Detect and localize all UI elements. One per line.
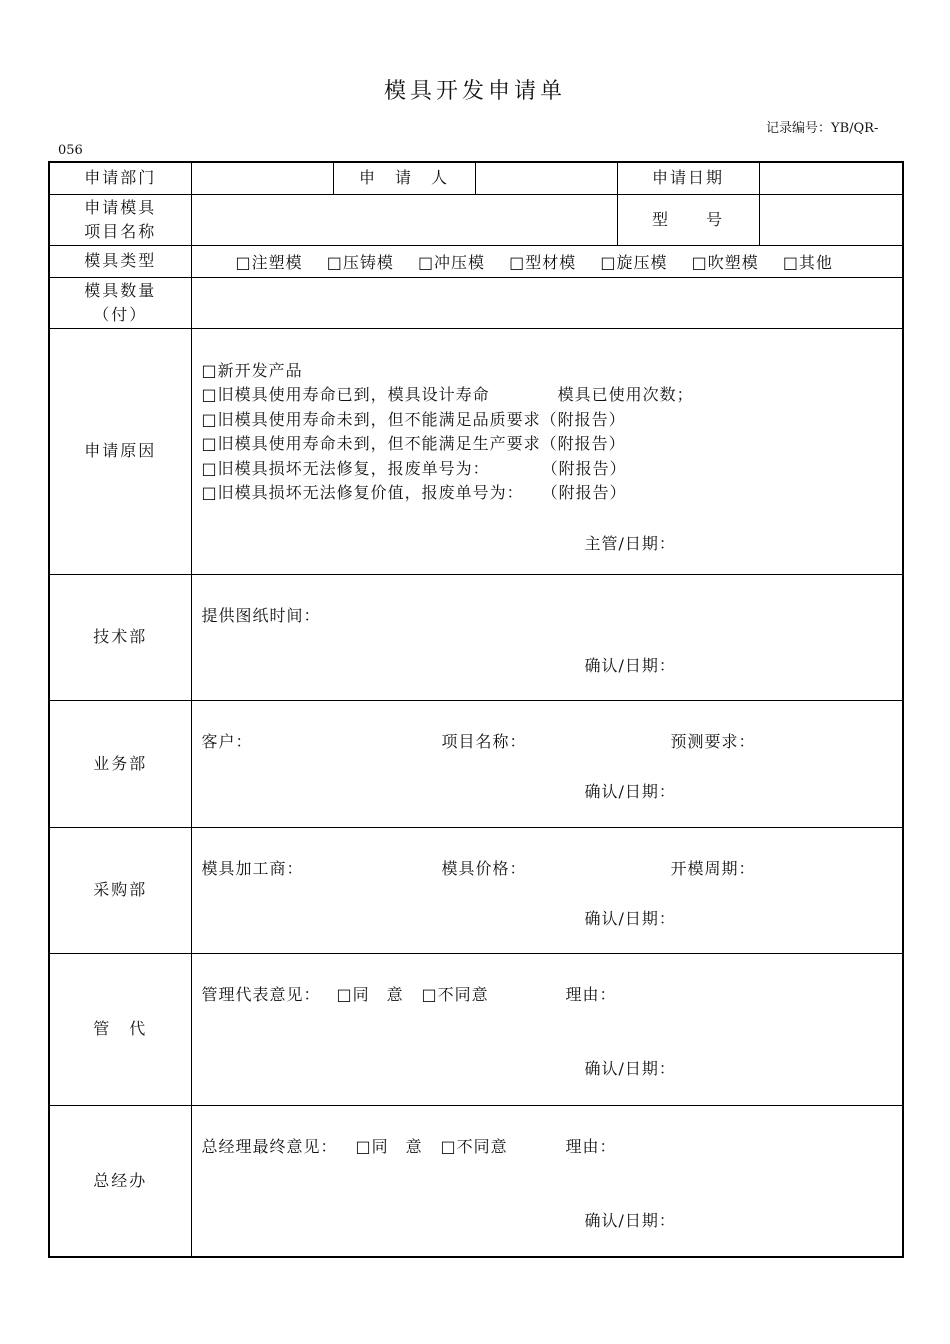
gm-reason-label: 理由：: [565, 1136, 617, 1156]
price-label: 模具价格：: [441, 858, 527, 878]
mgmt-disagree-checkbox[interactable]: □不同意: [421, 984, 489, 1004]
quantity-label-line2: （付）: [93, 304, 148, 324]
date-field[interactable]: [759, 162, 903, 194]
row-mold-type: [49, 245, 903, 277]
row-gm-office: [49, 1105, 903, 1257]
row-tech: [49, 574, 903, 700]
mgmt-agree-checkbox[interactable]: □同 意: [336, 984, 404, 1004]
mgmt-rep-label: 管 代: [49, 953, 191, 1105]
reason-damaged-irreparable[interactable]: □旧模具损坏无法修复，报废单号为： （附报告）: [201, 458, 627, 478]
row-project-model: [49, 194, 903, 245]
row-purchase: [49, 827, 903, 953]
customer-label: 客户：: [201, 731, 253, 751]
quantity-label-line1: 模具数量: [84, 280, 157, 300]
gm-agree-checkbox[interactable]: □同 意: [355, 1136, 423, 1156]
reason-cell: [191, 328, 903, 574]
mgmt-sign: 确认/日期：: [584, 1058, 676, 1078]
applicant-field[interactable]: [475, 162, 617, 194]
sales-sign: 确认/日期：: [584, 781, 676, 801]
forecast-label: 预测要求：: [670, 731, 756, 751]
purchase-label: 采购部: [49, 827, 191, 953]
application-form-table: [48, 161, 904, 1258]
purchase-cell: [191, 827, 903, 953]
reason-life-reached[interactable]: □旧模具使用寿命已到，模具设计寿命 模具已使用次数；: [201, 385, 694, 405]
vendor-label: 模具加工商：: [201, 858, 304, 878]
option-blow-mold[interactable]: □吹塑模: [691, 252, 759, 272]
mold-type-options: [191, 245, 903, 277]
row-reason: [49, 328, 903, 574]
gm-office-cell: [191, 1105, 903, 1257]
project-label-line1: 申请模具: [84, 197, 157, 217]
option-profile-mold[interactable]: □型材模: [509, 252, 577, 272]
sales-label: 业务部: [49, 700, 191, 827]
form-title: 模具开发申请单: [383, 79, 566, 104]
gm-disagree-checkbox[interactable]: □不同意: [440, 1136, 508, 1156]
row-dept-applicant-date: [49, 162, 903, 194]
row-quantity: [49, 277, 903, 328]
cycle-label: 开模周期：: [670, 858, 756, 878]
record-number-tail: 056: [58, 143, 83, 158]
tech-label: 技术部: [49, 574, 191, 700]
option-die-casting-mold[interactable]: □压铸模: [326, 252, 394, 272]
project-label-line2: 项目名称: [84, 221, 157, 241]
date-label: 申请日期: [617, 162, 759, 194]
record-number: 记录编号：YB/QR-: [766, 121, 879, 136]
option-spinning-mold[interactable]: □旋压模: [600, 252, 668, 272]
reason-repair-no-value[interactable]: □旧模具损坏无法修复价值，报废单号为： （附报告）: [201, 483, 627, 503]
option-stamping-mold[interactable]: □冲压模: [417, 252, 486, 272]
quantity-label: [49, 277, 191, 328]
purchase-sign: 确认/日期：: [584, 908, 676, 928]
dept-label: 申请部门: [49, 162, 191, 194]
reason-production-unmet[interactable]: □旧模具使用寿命未到，但不能满足生产要求（附报告）: [201, 434, 626, 454]
mgmt-rep-cell: [191, 953, 903, 1105]
mold-type-label: 模具类型: [49, 245, 191, 277]
quantity-field[interactable]: [191, 277, 903, 328]
model-label: 型 号: [617, 194, 759, 245]
reason-supervisor-sign: 主管/日期：: [584, 533, 676, 553]
gm-sign: 确认/日期：: [584, 1210, 676, 1230]
project-label: [49, 194, 191, 245]
applicant-label: 申 请 人: [333, 162, 475, 194]
sales-cell: [191, 700, 903, 827]
reason-new-product[interactable]: □新开发产品: [201, 360, 303, 380]
project-field[interactable]: [191, 194, 617, 245]
reason-quality-unmet[interactable]: □旧模具使用寿命未到，但不能满足品质要求（附报告）: [201, 409, 626, 429]
row-sales: [49, 700, 903, 827]
tech-cell: [191, 574, 903, 700]
project-name-label: 项目名称：: [441, 731, 527, 751]
reason-label: 申请原因: [49, 328, 191, 574]
tech-sign: 确认/日期：: [584, 655, 676, 675]
drawing-time-label: 提供图纸时间：: [201, 605, 321, 625]
option-injection-mold[interactable]: □注塑模: [235, 252, 303, 272]
reason-options: [202, 359, 694, 507]
model-field[interactable]: [759, 194, 903, 245]
dept-field[interactable]: [191, 162, 333, 194]
gm-office-label: 总经办: [49, 1105, 191, 1257]
option-other[interactable]: □其他: [782, 252, 833, 272]
gm-opinion-label: 总经理最终意见：: [201, 1136, 338, 1156]
mgmt-reason-label: 理由：: [565, 984, 617, 1004]
mgmt-opinion-label: 管理代表意见：: [201, 984, 321, 1004]
row-mgmt-rep: [49, 953, 903, 1105]
